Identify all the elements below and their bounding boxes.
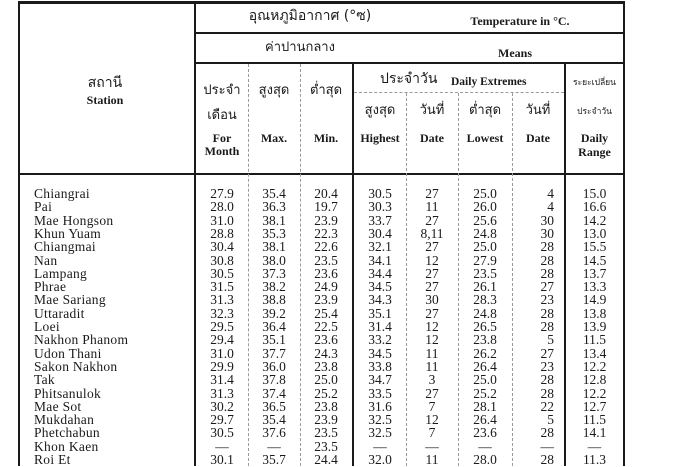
cell-min: 22.5 xyxy=(314,319,338,334)
range-english-2: Range xyxy=(578,145,611,159)
cell-lowest: 27.9 xyxy=(473,252,497,268)
header-bottom-rule xyxy=(18,173,625,175)
cell-range: 13.8 xyxy=(582,305,607,321)
max-english: Max. xyxy=(260,131,288,145)
cell-lowest: 24.8 xyxy=(473,305,497,321)
top-rule xyxy=(18,1,625,4)
table-row xyxy=(0,400,700,413)
cell-range: 15.5 xyxy=(582,239,607,255)
cell-low-date: 28 xyxy=(540,372,554,388)
cell-max: 36.4 xyxy=(262,319,286,334)
cell-low-date: 23 xyxy=(540,358,554,374)
cell-lowest: 28.1 xyxy=(473,398,497,414)
cell-range: 11.5 xyxy=(582,332,607,348)
cell-max: 35.4 xyxy=(262,186,286,201)
table-row xyxy=(0,214,700,227)
table-row xyxy=(0,413,700,426)
range-thai-2: ประจำวัน xyxy=(577,107,612,117)
cell-range: 13.3 xyxy=(582,279,607,295)
cell-lowest: 26.4 xyxy=(473,358,497,374)
cell-low-date: 5 xyxy=(547,412,554,428)
cell-lowest: 26.2 xyxy=(473,345,497,361)
cell-highest: 34.4 xyxy=(368,265,392,281)
cell-min: 25.4 xyxy=(314,305,338,321)
cell-lowest: 25.0 xyxy=(473,186,497,201)
english-means: Means xyxy=(498,46,532,60)
cell-min: 23.8 xyxy=(314,398,338,414)
table-row xyxy=(0,240,700,253)
cell-highest: 31.4 xyxy=(368,319,392,334)
daily-extremes-thai: ประจำวัน xyxy=(380,71,438,87)
cell-range: 13.0 xyxy=(582,225,607,241)
thai-means: ค่าปานกลาง xyxy=(265,40,335,55)
cell-month: 30.8 xyxy=(210,252,234,268)
cell-max: 35.3 xyxy=(262,225,286,241)
table-row xyxy=(0,254,700,267)
cell-station: Lampang xyxy=(34,265,88,281)
cell-highest: 35.1 xyxy=(368,305,392,321)
cell-low-date: 27 xyxy=(540,279,554,295)
cell-min: 24.9 xyxy=(314,279,338,295)
table-row xyxy=(0,360,700,373)
cell-low-date: 27 xyxy=(540,345,554,361)
cell-high-date: 30 xyxy=(425,292,439,308)
table-row xyxy=(0,320,700,333)
cell-high-date: 11 xyxy=(425,358,439,374)
cell-max: 37.8 xyxy=(262,372,286,388)
cell-high-date: 27 xyxy=(425,212,439,228)
cell-lowest: 26.5 xyxy=(473,319,497,334)
min-thai: ต่ำสุด xyxy=(309,83,343,98)
cell-max: 35.7 xyxy=(262,452,286,467)
cell-min: 23.5 xyxy=(314,425,338,441)
cell-high-date: 8,11 xyxy=(420,225,444,241)
cell-high-date: — xyxy=(425,438,439,454)
cell-month: 30.4 xyxy=(210,239,234,255)
station-thai-label: สถานี xyxy=(87,75,123,91)
cell-highest: 34.7 xyxy=(368,372,392,388)
cell-max: 38.1 xyxy=(262,212,286,228)
cell-month: 30.5 xyxy=(210,265,234,281)
table-row xyxy=(0,307,700,320)
cell-month: 31.3 xyxy=(210,292,234,308)
cell-range: 15.0 xyxy=(582,186,607,201)
cell-range: 12.7 xyxy=(582,398,607,414)
cell-station: Roi Et xyxy=(34,452,71,467)
range-english-1: Daily xyxy=(580,131,609,145)
table-row xyxy=(0,333,700,346)
cell-lowest: — xyxy=(478,438,492,454)
cell-high-date: 27 xyxy=(425,265,439,281)
cell-month: 32.3 xyxy=(210,305,234,321)
cell-month: 30.2 xyxy=(210,398,234,414)
table-row xyxy=(0,200,700,213)
cell-min: 23.8 xyxy=(314,358,338,374)
cell-station: Nan xyxy=(34,252,58,268)
cell-max: 38.0 xyxy=(262,252,286,268)
table-row xyxy=(0,440,700,453)
cell-range: 12.8 xyxy=(582,372,607,388)
cell-lowest: 26.0 xyxy=(473,199,497,215)
month-thai-2: เดือน xyxy=(207,108,237,123)
cell-lowest: 24.8 xyxy=(473,225,497,241)
lowest-english: Lowest xyxy=(466,131,504,145)
low-date-thai: วันที่ xyxy=(525,103,551,118)
low-date-english: Date xyxy=(526,131,550,145)
cell-range: 16.6 xyxy=(582,199,607,215)
cell-min: 22.3 xyxy=(314,225,338,241)
cell-highest: — xyxy=(373,438,387,454)
cell-high-date: 11 xyxy=(425,452,439,467)
cell-lowest: 25.0 xyxy=(473,372,497,388)
cell-min: 23.5 xyxy=(314,438,338,454)
cell-station: Mae Sot xyxy=(34,398,82,414)
table-row xyxy=(0,387,700,400)
cell-lowest: 28.3 xyxy=(473,292,497,308)
cell-high-date: 12 xyxy=(425,252,439,268)
cell-station: Mukdahan xyxy=(34,412,95,428)
cell-range: 14.1 xyxy=(582,425,607,441)
cell-month: 28.8 xyxy=(210,225,234,241)
table-row xyxy=(0,373,700,386)
station-english-label: Station xyxy=(86,93,124,107)
cell-range: 12.2 xyxy=(582,358,607,374)
cell-month: 31.0 xyxy=(210,212,234,228)
cell-min: 24.3 xyxy=(314,345,338,361)
cell-min: 24.4 xyxy=(314,452,338,467)
cell-high-date: 27 xyxy=(425,305,439,321)
cell-high-date: 12 xyxy=(425,332,439,348)
cell-highest: 33.2 xyxy=(368,332,392,348)
lowest-thai: ต่ำสุด xyxy=(468,103,502,118)
month-thai-1: ประจำ xyxy=(203,83,241,98)
table-row xyxy=(0,280,700,293)
cell-station: Sakon Nakhon xyxy=(34,358,118,374)
cell-min: 23.9 xyxy=(314,292,338,308)
cell-station: Phitsanulok xyxy=(34,385,102,401)
cell-lowest: 26.4 xyxy=(473,412,497,428)
cell-high-date: 27 xyxy=(425,239,439,255)
cell-high-date: 11 xyxy=(425,199,439,215)
cell-range: 13.4 xyxy=(582,345,607,361)
cell-highest: 32.5 xyxy=(368,412,392,428)
table-row xyxy=(0,187,700,200)
cell-high-date: 27 xyxy=(425,385,439,401)
cell-month: 31.0 xyxy=(210,345,234,361)
cell-station: Mae Sariang xyxy=(34,292,106,308)
cell-max: 35.1 xyxy=(262,332,286,348)
table-row xyxy=(0,227,700,240)
cell-range: 12.2 xyxy=(582,385,607,401)
cell-min: 25.2 xyxy=(314,385,338,401)
cell-low-date: 4 xyxy=(547,199,554,215)
cell-station: Mae Hongson xyxy=(34,212,114,228)
table-row xyxy=(0,293,700,306)
cell-min: 23.9 xyxy=(314,212,338,228)
cell-range: — xyxy=(587,438,602,454)
highest-english: Highest xyxy=(360,131,400,145)
cell-low-date: 28 xyxy=(540,385,554,401)
cell-min: 25.0 xyxy=(314,372,338,388)
cell-lowest: 23.5 xyxy=(473,265,497,281)
cell-low-date: 4 xyxy=(547,186,554,201)
cell-max: 36.0 xyxy=(262,358,286,374)
cell-station: Tak xyxy=(34,372,55,388)
cell-month: 29.9 xyxy=(210,358,234,374)
table-row xyxy=(0,453,700,466)
cell-range: 13.9 xyxy=(582,319,607,334)
cell-month: 29.5 xyxy=(210,319,234,334)
cell-highest: 33.7 xyxy=(368,212,392,228)
cell-highest: 32.5 xyxy=(368,425,392,441)
cell-min: 23.9 xyxy=(314,412,338,428)
cell-max: 36.3 xyxy=(262,199,286,215)
cell-station: Uttaradit xyxy=(34,305,85,321)
cell-low-date: 28 xyxy=(540,319,554,334)
cell-month: 30.5 xyxy=(210,425,234,441)
cell-range: 14.5 xyxy=(582,252,607,268)
cell-min: 22.6 xyxy=(314,239,338,255)
cell-highest: 30.3 xyxy=(368,199,392,215)
cell-highest: 34.5 xyxy=(368,279,392,295)
cell-high-date: 7 xyxy=(428,398,436,414)
cell-max: 35.4 xyxy=(262,412,286,428)
cell-high-date: 11 xyxy=(425,345,439,361)
cell-station: Phrae xyxy=(34,279,67,295)
thai-title: อุณหภูมิอากาศ (°ซ) xyxy=(248,8,372,24)
cell-lowest: 26.1 xyxy=(473,279,497,295)
table-row xyxy=(0,347,700,360)
cell-range: 14.2 xyxy=(582,212,607,228)
cell-min: 23.6 xyxy=(314,265,338,281)
cell-high-date: 3 xyxy=(428,372,436,388)
cell-max: 38.2 xyxy=(262,279,286,295)
cell-min: 23.6 xyxy=(314,332,338,348)
cell-highest: 34.3 xyxy=(368,292,392,308)
cell-max: 37.7 xyxy=(262,345,286,361)
cell-station: Phetchabun xyxy=(34,425,100,441)
cell-max: 36.5 xyxy=(262,398,286,414)
cell-lowest: 25.6 xyxy=(473,212,497,228)
means-underline xyxy=(196,62,623,64)
cell-highest: 34.1 xyxy=(368,252,392,268)
high-date-thai: วันที่ xyxy=(419,103,445,118)
cell-month: 30.1 xyxy=(210,452,234,467)
cell-low-date: 28 xyxy=(540,452,554,467)
cell-range: 13.7 xyxy=(582,265,607,281)
highest-thai: สูงสุด xyxy=(364,103,396,118)
cell-station: Chiangrai xyxy=(34,186,90,201)
cell-lowest: 25.2 xyxy=(473,385,497,401)
cell-month: 29.7 xyxy=(210,412,234,428)
cell-low-date: 28 xyxy=(540,239,554,255)
cell-low-date: 28 xyxy=(540,252,554,268)
cell-lowest: 28.0 xyxy=(473,452,497,467)
cell-station: Chiangmai xyxy=(34,239,96,255)
cell-min: 20.4 xyxy=(314,186,338,201)
cell-highest: 31.6 xyxy=(368,398,392,414)
cell-range: 11.5 xyxy=(582,412,607,428)
cell-low-date: 28 xyxy=(540,305,554,321)
cell-month: 29.4 xyxy=(210,332,234,348)
title-underline xyxy=(196,32,623,34)
cell-low-date: 30 xyxy=(540,225,554,241)
cell-max: 37.6 xyxy=(262,425,286,441)
cell-month: 31.4 xyxy=(210,372,234,388)
high-date-english: Date xyxy=(420,131,444,145)
cell-station: Loei xyxy=(34,319,60,334)
cell-highest: 30.5 xyxy=(368,186,392,201)
cell-highest: 33.5 xyxy=(368,385,392,401)
cell-station: Pai xyxy=(34,199,53,215)
cell-max: 39.2 xyxy=(262,305,286,321)
cell-high-date: 7 xyxy=(428,425,436,441)
cell-station: Nakhon Phanom xyxy=(34,332,129,348)
cell-highest: 30.4 xyxy=(368,225,392,241)
cell-low-date: 28 xyxy=(540,425,554,441)
cell-low-date: 22 xyxy=(540,398,554,414)
cell-range: 11.3 xyxy=(582,452,607,467)
cell-lowest: 23.8 xyxy=(473,332,497,348)
cell-low-date: 30 xyxy=(540,212,554,228)
cell-station: Khon Kaen xyxy=(34,438,99,454)
cell-max: — xyxy=(267,438,281,454)
cell-month: 31.3 xyxy=(210,385,234,401)
cell-max: 38.1 xyxy=(262,239,286,255)
month-english-2: Month xyxy=(204,144,240,158)
cell-high-date: 27 xyxy=(425,279,439,295)
max-thai: สูงสุด xyxy=(258,83,290,98)
cell-low-date: — xyxy=(540,438,554,454)
cell-high-date: 27 xyxy=(425,186,439,201)
cell-highest: 32.1 xyxy=(368,239,392,255)
cell-low-date: 5 xyxy=(547,332,554,348)
cell-month: — xyxy=(215,438,229,454)
daily-extremes-underline xyxy=(354,92,564,93)
month-english-1: For xyxy=(212,131,232,145)
cell-max: 38.8 xyxy=(262,292,286,308)
cell-month: 27.9 xyxy=(210,186,234,201)
cell-month: 28.0 xyxy=(210,199,234,215)
cell-lowest: 23.6 xyxy=(473,425,497,441)
cell-lowest: 25.0 xyxy=(473,239,497,255)
cell-low-date: 23 xyxy=(540,292,554,308)
cell-range: 14.9 xyxy=(582,292,607,308)
table-row xyxy=(0,426,700,439)
cell-station: Khun Yuam xyxy=(34,225,102,241)
min-english: Min. xyxy=(313,131,339,145)
cell-highest: 34.5 xyxy=(368,345,392,361)
cell-high-date: 12 xyxy=(425,319,439,334)
cell-highest: 32.0 xyxy=(368,452,392,467)
daily-extremes-english: Daily Extremes xyxy=(451,76,527,88)
cell-month: 31.5 xyxy=(210,279,234,295)
cell-highest: 33.8 xyxy=(368,358,392,374)
cell-min: 23.5 xyxy=(314,252,338,268)
english-title: Temperature in °C. xyxy=(470,14,570,28)
cell-max: 37.4 xyxy=(262,385,286,401)
cell-low-date: 28 xyxy=(540,265,554,281)
cell-min: 19.7 xyxy=(314,199,338,215)
cell-max: 37.3 xyxy=(262,265,286,281)
range-thai-1: ระยะเปลี่ยน xyxy=(573,78,616,88)
cell-station: Udon Thani xyxy=(34,345,102,361)
table-row xyxy=(0,267,700,280)
cell-high-date: 12 xyxy=(425,412,439,428)
